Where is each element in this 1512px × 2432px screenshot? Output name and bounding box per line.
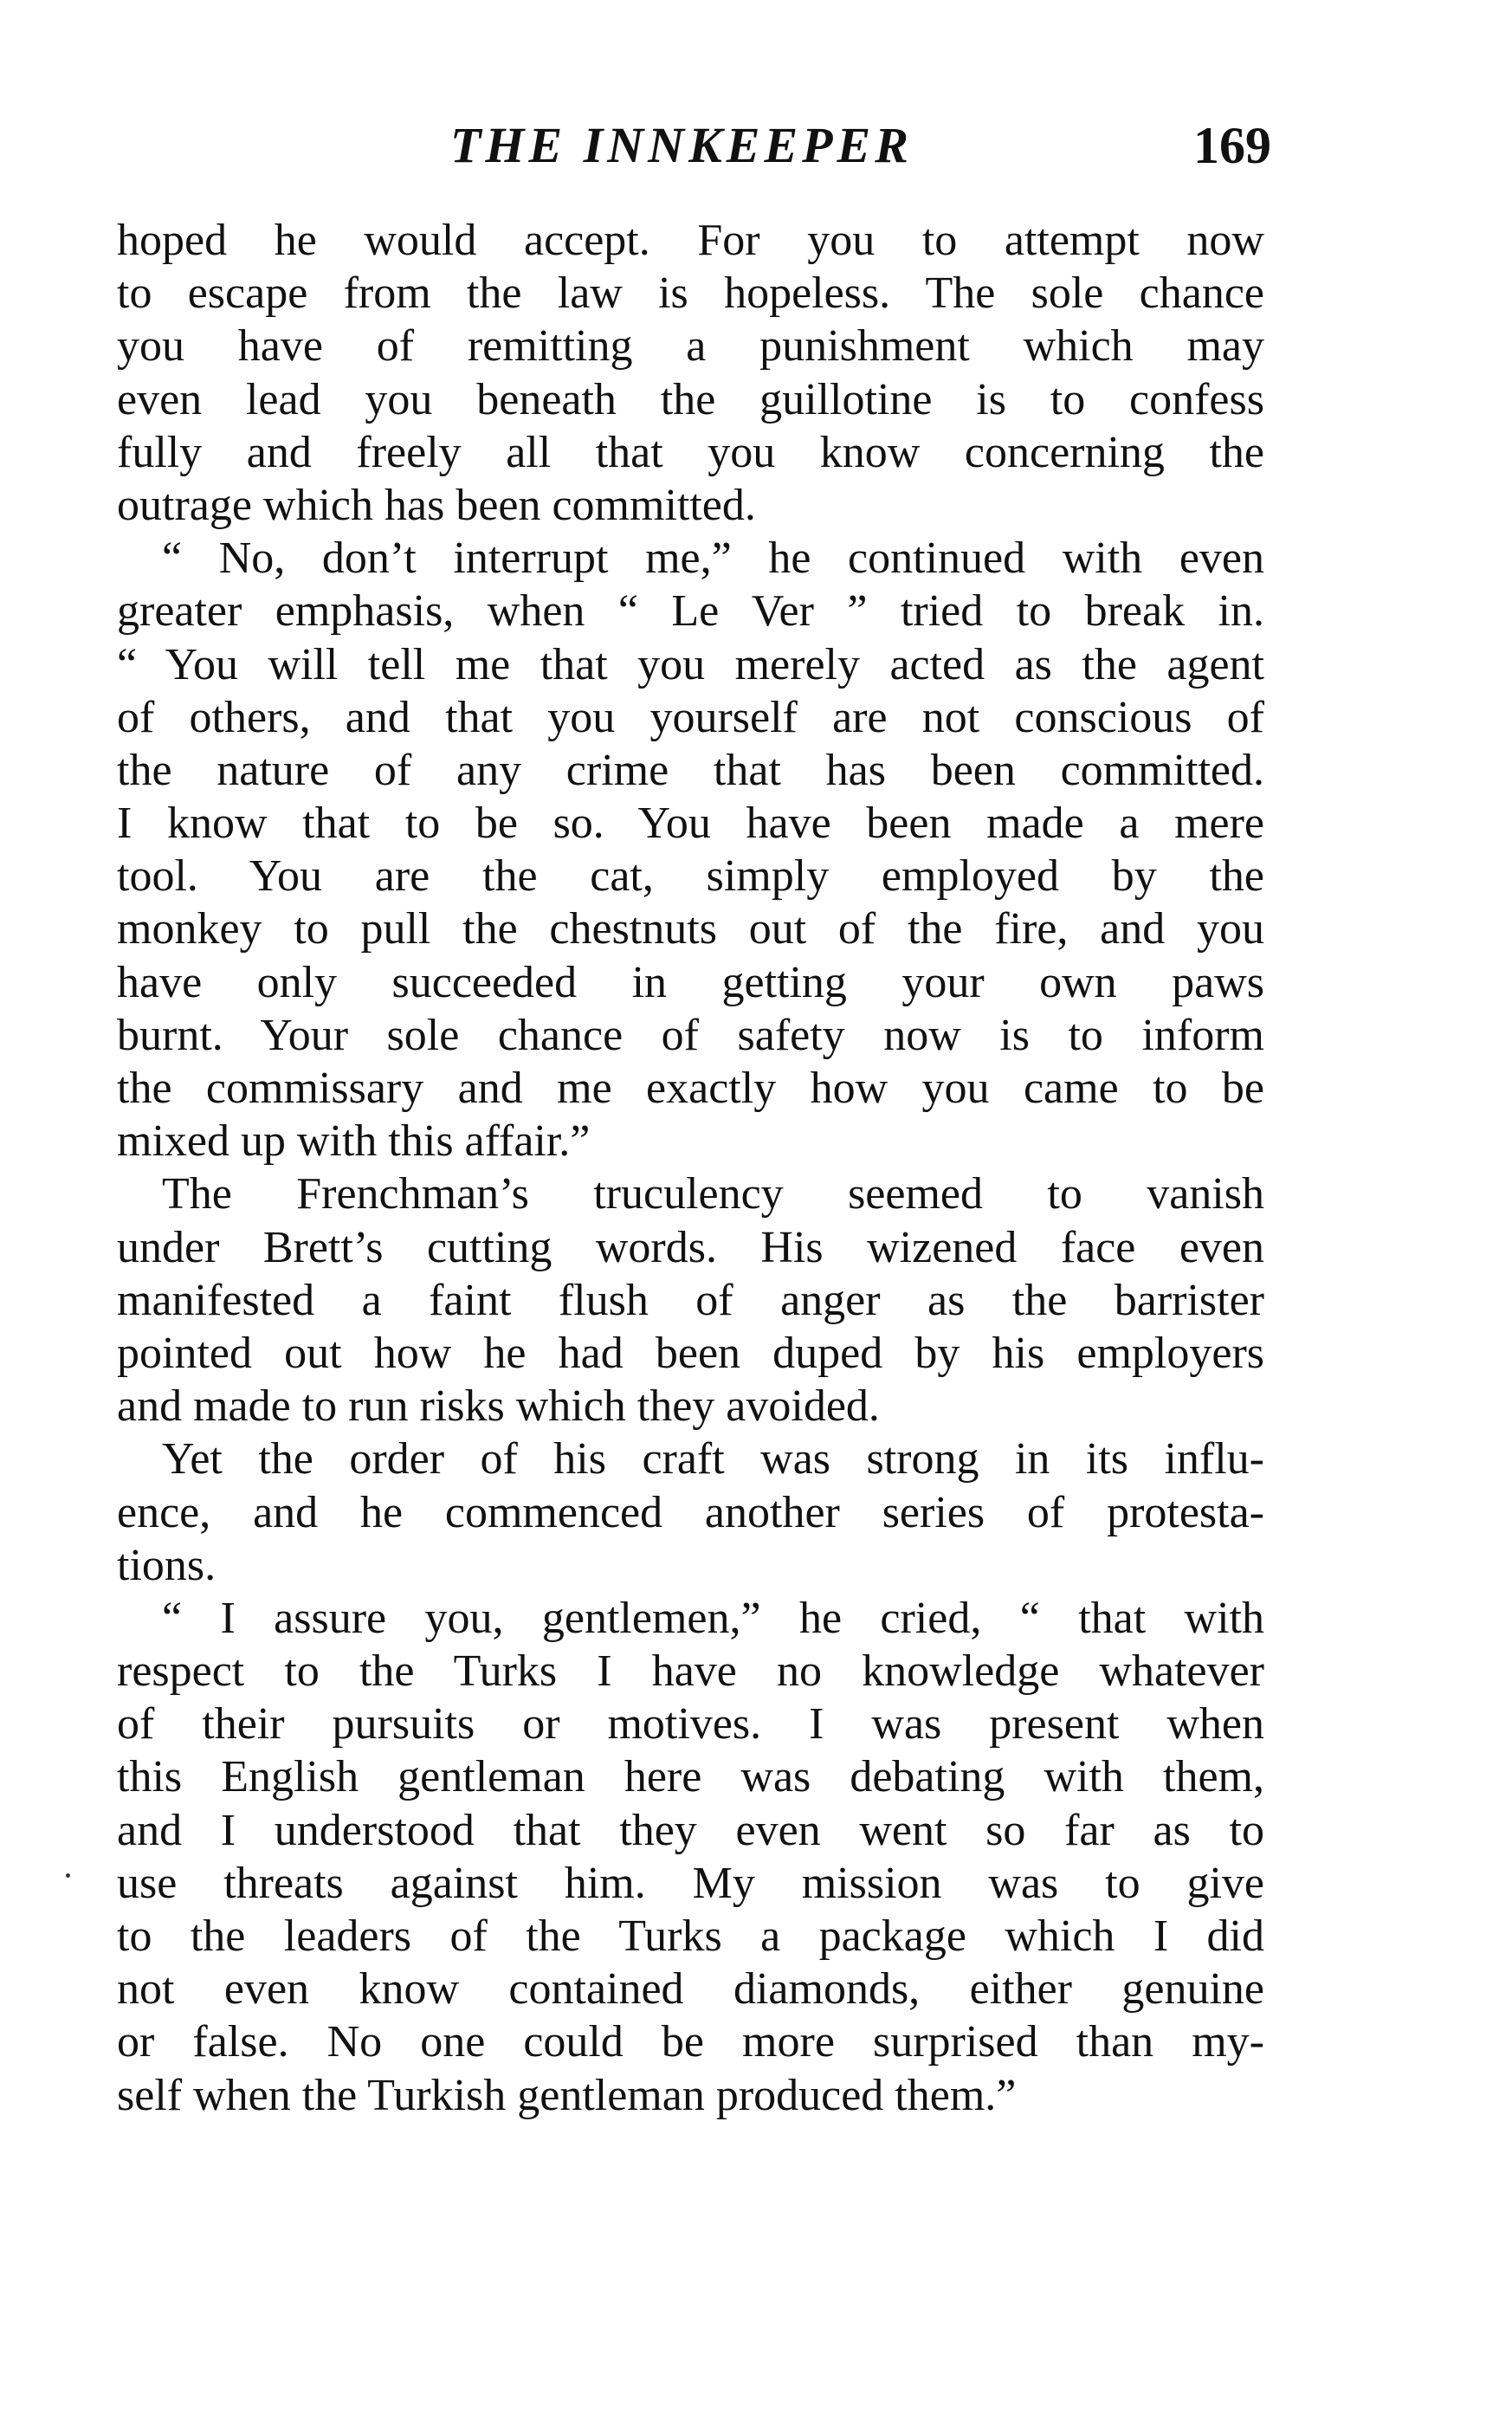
text-line: monkey to pull the chestnuts out of the fire, and you: [117, 904, 1264, 954]
text-line: the nature of any crime that has been committed.: [117, 745, 1264, 795]
paragraph: [117, 532, 1264, 1167]
text-line: The Frenchman’s truculency seemed to vanish: [162, 1169, 1264, 1219]
body-text: [117, 214, 1264, 2122]
text-line: this English gentleman here was debating with them,: [117, 1752, 1264, 1802]
text-line: to the leaders of the Turks a package which I did: [117, 1911, 1264, 1961]
text-line: “ You will tell me that you merely acted as the agent: [117, 639, 1264, 689]
text-line: tool. You are the cat, simply employed by the: [117, 851, 1264, 902]
text-line: greater emphasis, when “ Le Ver ” tried to break in.: [117, 586, 1264, 637]
text-line: pointed out how he had been duped by his employers: [117, 1328, 1264, 1378]
text-line: of their pursuits or motives. I was present when: [117, 1699, 1264, 1750]
text-line: you have of remitting a punishment which may: [117, 321, 1264, 372]
text-line: under Brett’s cutting words. His wizened face even: [117, 1222, 1264, 1272]
text-line: I know that to be so. You have been made a mere: [117, 799, 1264, 849]
paragraph: [117, 1592, 1264, 2122]
text-line: fully and freely all that you know concerning the: [117, 427, 1264, 477]
running-title: THE INNKEEPER: [450, 117, 913, 173]
text-line: Yet the order of his craft was strong in its influ-: [162, 1434, 1264, 1484]
page-number: 169: [1193, 117, 1271, 174]
text-line: self when the Turkish gentleman produced them.”: [117, 2070, 1017, 2120]
text-line: to escape from the law is hopeless. The sole chance: [117, 268, 1264, 319]
page-header: [0, 111, 1512, 180]
text-line: have only succeeded in getting your own paws: [117, 957, 1264, 1007]
text-line: use threats against him. My mission was to give: [117, 1858, 1264, 1908]
paragraph: [117, 1167, 1264, 1433]
text-line: “ I assure you, gentlemen,” he cried, “ that with: [162, 1593, 1264, 1643]
text-line: outrage which has been committed.: [117, 480, 756, 530]
paragraph: [117, 1433, 1264, 1592]
text-line: or false. No one could be more surprised than my-: [117, 2017, 1264, 2067]
paragraph: [117, 214, 1264, 532]
text-line: the commissary and me exactly how you came to be: [117, 1064, 1264, 1113]
text-line: mixed up with this affair.”: [117, 1116, 591, 1167]
text-line: and I understood that they even went so far as to: [117, 1805, 1264, 1855]
text-line: respect to the Turks I have no knowledge whatever: [117, 1646, 1264, 1697]
text-line: ence, and he commenced another series of protesta-: [117, 1487, 1264, 1537]
text-line: tions.: [117, 1540, 216, 1590]
text-line: of others, and that you yourself are not conscious of: [117, 692, 1264, 742]
text-line: not even know contained diamonds, either genuine: [117, 1964, 1264, 2015]
text-line: “ No, don’t interrupt me,” he continued with even: [162, 534, 1264, 584]
text-line: even lead you beneath the guillotine is to confess: [117, 374, 1264, 424]
text-line: and made to run risks which they avoided.: [117, 1381, 880, 1432]
text-line: manifested a faint flush of anger as the barrister: [117, 1275, 1264, 1325]
print-speck: [66, 1873, 70, 1878]
text-line: hoped he would accept. For you to attempt now: [117, 216, 1264, 265]
text-line: burnt. Your sole chance of safety now is to inform: [117, 1010, 1264, 1060]
